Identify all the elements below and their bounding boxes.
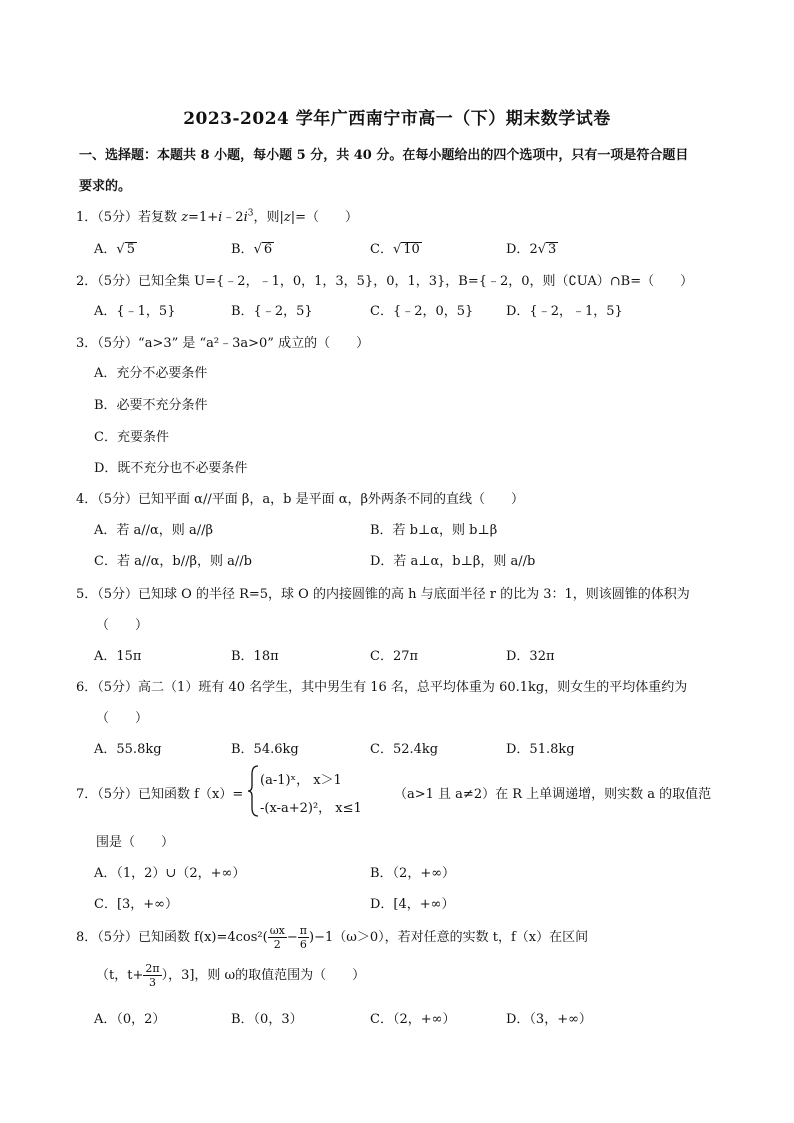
fraction-numerator: π	[299, 924, 308, 937]
question-4	[76, 488, 726, 507]
q7-option-a: A．（1，2）∪（2，+∞）	[94, 866, 246, 881]
question-3	[76, 332, 726, 351]
piecewise-brace-icon	[246, 764, 260, 818]
q4-option-d: D．若 a⊥α，b⊥β，则 a//b	[370, 554, 536, 569]
q2-option-a: A．{﹣1，5}	[94, 304, 176, 319]
option-label: D．	[506, 242, 530, 257]
q1-text: ﹣2	[222, 210, 244, 225]
question-number: 2．（5分）	[76, 274, 139, 289]
q4-option-b: B．若 b⊥α，则 b⊥β	[370, 523, 498, 538]
q3-option-c: C．充要条件	[94, 430, 169, 445]
piecewise-case-1: (a-1)ˣ， x＞1	[260, 773, 342, 788]
q5-continuation: （ ）	[96, 618, 149, 633]
q7-text-tail: （a>1 且 a≠2）在 R 上单调递增，则实数 a 的取值范	[394, 787, 712, 802]
q3-option-a: A．充分不必要条件	[94, 366, 208, 381]
q1-text: ，则|	[253, 210, 284, 225]
q8-text: ），3]，则 ω的取值范围为（ ）	[161, 968, 366, 983]
q7-continuation: 围是（ ）	[96, 835, 175, 850]
radicand: 10	[403, 242, 420, 257]
question-text: 已知全集 U={﹣2，﹣1，0，1，3，5}，0，1，3}，B={﹣2，0，则（∁UA）∩B=（ ）	[138, 274, 694, 289]
q3-option-b: B．必要不充分条件	[94, 398, 208, 413]
question-6	[76, 676, 726, 695]
question-8	[76, 924, 726, 951]
q6-option-c: C．52.4kg	[370, 742, 439, 757]
question-text: 高二（1）班有 40 名学生，其中男生有 16 名，总平均体重为 60.1kg，则女生的平均体重约为	[138, 680, 688, 695]
option-label: A．	[94, 242, 117, 257]
fraction-numerator: 2π	[145, 962, 160, 975]
fraction-pi-over-6	[298, 924, 309, 951]
q8-option-d: D．（3，+∞）	[506, 1012, 592, 1027]
q8-option-b: B．（0，3）	[231, 1012, 303, 1027]
question-number: 7．（5分）	[76, 787, 139, 802]
q1-var-i: i	[243, 210, 248, 225]
q1-var-z: z	[283, 210, 291, 225]
radicand: 5	[126, 242, 135, 257]
section-heading	[79, 140, 719, 202]
q1-option-b: B．√ 6	[231, 242, 273, 257]
q1-exponent: 3	[247, 208, 254, 219]
q1-option-a: A．√ 5	[94, 242, 135, 257]
question-number: 4．（5分）	[76, 492, 139, 507]
q4-option-c: C．若 a//α，b//β，则 a//b	[94, 554, 252, 569]
q8-text: （t，t+	[96, 968, 144, 983]
q8-option-a: A．（0，2）	[94, 1012, 166, 1027]
q1-option-d: D．2√ 3	[506, 242, 557, 257]
question-number: 8．（5分）	[76, 930, 139, 945]
radicand: 6	[263, 242, 273, 257]
q1-var-z: z	[181, 210, 189, 225]
fraction-denominator: 6	[299, 938, 307, 951]
question-text: “a>3” 是 “a²﹣3a>0” 成立的（ ）	[138, 336, 370, 351]
fraction-denominator: 2	[273, 938, 281, 951]
q7-option-c: C．[3，+∞）	[94, 897, 179, 912]
minus-sign: −	[286, 930, 298, 945]
radicand: 3	[548, 242, 557, 257]
fraction-2pi-over-3	[143, 962, 161, 989]
q7-option-d: D．[4，+∞）	[370, 897, 455, 912]
question-number: 5．（5分）	[76, 587, 139, 602]
q5-option-b: B．18π	[231, 649, 279, 664]
q6-option-a: A．55.8kg	[94, 742, 162, 757]
q3-option-d: D．既不充分也不必要条件	[94, 461, 248, 476]
q2-option-b: B．{﹣2，5}	[231, 304, 313, 319]
option-label: C．	[370, 242, 393, 257]
q2-option-c: C．{﹣2，0，5}	[370, 304, 474, 319]
q7-option-b: B．（2，+∞）	[370, 866, 456, 881]
q4-option-a: A．若 a//α，则 a//β	[94, 523, 213, 538]
question-text: 已知平面 α//平面 β，a，b 是平面 α，β外两条不同的直线（ ）	[138, 492, 524, 507]
question-text: 已知函数 f(x)=4cos²(	[138, 930, 268, 945]
question-5	[76, 583, 726, 602]
q1-text: =1+	[188, 210, 219, 225]
q5-option-c: C．27π	[370, 649, 419, 664]
fraction-omega-x-over-2	[268, 924, 287, 951]
q5-option-a: A．15π	[94, 649, 142, 664]
q1-text: 若复数	[138, 210, 182, 225]
q6-continuation: （ ）	[96, 711, 149, 726]
q8-option-c: C．（2，+∞）	[370, 1012, 456, 1027]
q6-option-d: D．51.8kg	[506, 742, 575, 757]
question-number: 6．（5分）	[76, 680, 139, 695]
fraction-numerator: ωx	[269, 924, 285, 937]
q5-option-d: D．32π	[506, 649, 555, 664]
fraction-denominator: 3	[148, 976, 156, 989]
q2-option-d: D．{﹣2，﹣1，5}	[506, 304, 623, 319]
question-number: 3．（5分）	[76, 336, 139, 351]
q1-text: |=（ ）	[290, 210, 358, 225]
question-2	[76, 270, 726, 289]
question-text: 已知球 O 的半径 R=5，球 O 的内接圆锥的高 h 与底面半径 r 的比为 3：1，则该圆锥的体积为	[138, 587, 690, 602]
section-heading-line2: 要求的。	[79, 179, 132, 194]
section-heading-line1: 一、选择题：本题共 8 小题，每小题 5 分，共 40 分。在每小题给出的四个选项中，只有一项是符合题目	[79, 148, 689, 163]
question-text: 已知函数 f（x）=	[138, 787, 244, 802]
question-text: )−1（ω＞0），若对任意的实数 t，f（x）在区间	[309, 930, 589, 945]
q1-option-c: C．√ 10	[370, 242, 420, 257]
q6-option-b: B．54.6kg	[231, 742, 299, 757]
option-label: B．	[231, 242, 254, 257]
q1-var-i: i	[218, 210, 223, 225]
question-1	[76, 206, 726, 225]
q8-continuation	[96, 962, 365, 989]
piecewise-case-2: -(x-a+2)²， x≤1	[260, 801, 362, 816]
question-number: 1．（5分）	[76, 210, 139, 225]
page-title: 2023-2024 学年广西南宁市高一（下）期末数学试卷	[183, 109, 611, 129]
coefficient: 2	[529, 242, 538, 257]
